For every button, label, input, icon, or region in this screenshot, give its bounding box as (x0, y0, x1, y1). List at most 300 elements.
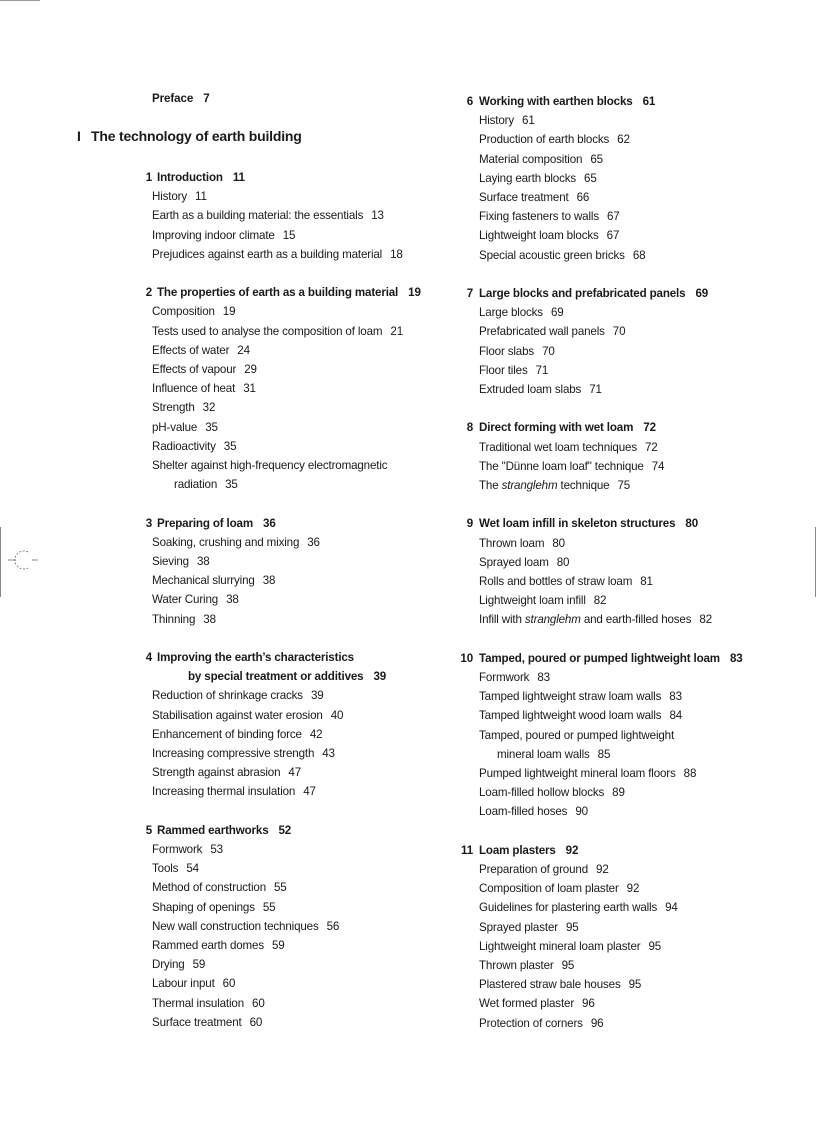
toc-entry[interactable] (460, 668, 760, 687)
chapter-title-text (473, 418, 656, 437)
toc-entry[interactable] (140, 744, 440, 763)
entry-text: New wall construction techniques (152, 919, 319, 933)
chapter-page: 80 (685, 517, 698, 531)
entry-text-italic: stranglehm (501, 478, 558, 492)
chapter-title-label: Wet loam infill in skeleton structures (479, 517, 676, 531)
chapter-title[interactable] (140, 283, 440, 302)
entry-text: Enhancement of binding force (152, 727, 302, 741)
toc-entry[interactable] (460, 726, 760, 745)
chapter-title-label: Tamped, poured or pumped lightweight loam (479, 651, 720, 665)
entry-page: 39 (310, 689, 324, 703)
entry-page: 47 (288, 766, 301, 780)
toc-entry[interactable] (140, 955, 440, 974)
entry-text: Rammed earth domes (152, 938, 264, 952)
entry-page: 18 (390, 247, 403, 261)
entry-page: 95 (628, 978, 642, 992)
chapter-title-text (152, 168, 245, 187)
toc-entry[interactable] (140, 379, 440, 398)
chapter-title-text (152, 283, 421, 302)
toc-entry[interactable] (460, 975, 760, 994)
entry-text: Sieving (152, 554, 189, 568)
toc-entry[interactable] (140, 187, 440, 206)
toc-entry[interactable] (140, 994, 440, 1013)
entry-page: 82 (593, 594, 607, 608)
chapter-block (140, 283, 440, 494)
chapter-page: 92 (565, 843, 579, 857)
chapter-title-label-2: by special treatment or additives (188, 670, 364, 684)
toc-entry[interactable] (460, 303, 760, 322)
toc-entry[interactable] (140, 360, 440, 379)
entry-text-italic: stranglehm (524, 613, 581, 627)
toc-right-column (460, 92, 760, 1052)
entry-page: 59 (192, 958, 206, 972)
chapter-title-label: The properties of earth as a building material (157, 286, 399, 300)
entry-text: Production of earth blocks (479, 133, 610, 147)
entry-page: 95 (565, 920, 579, 934)
toc-entry[interactable] (460, 188, 760, 207)
toc-entry-continued[interactable] (460, 745, 760, 764)
toc-entry[interactable] (460, 534, 760, 553)
entry-page: 68 (632, 248, 646, 262)
entry-page: 88 (683, 766, 697, 780)
chapter-title[interactable] (140, 514, 440, 533)
entry-page: 71 (589, 383, 602, 396)
entry-text: Loam-filled hoses (479, 805, 568, 819)
entry-page: 35 (223, 439, 237, 453)
toc-entry[interactable] (460, 591, 760, 610)
entry-page: 60 (222, 977, 236, 991)
chapter-page: 52 (278, 823, 292, 837)
toc-entry[interactable] (140, 859, 440, 878)
chapter-title[interactable] (460, 649, 760, 668)
entry-page: 70 (612, 325, 626, 339)
entry-text: Thrown loam (479, 536, 545, 550)
entry-page: 74 (651, 459, 665, 473)
entry-text: Tamped lightweight wood loam walls (479, 709, 662, 723)
entry-text: Traditional wet loam techniques (479, 440, 637, 454)
chapter-title-label: Loam plasters (479, 843, 556, 857)
entry-text: Rolls and bottles of straw loam (479, 574, 633, 588)
entry-text: technique (557, 478, 610, 492)
entry-page: 96 (590, 1016, 604, 1030)
chapter-title-label: Direct forming with wet loam (479, 421, 634, 435)
part-number: I (77, 128, 81, 144)
chapter-block (140, 648, 440, 802)
entry-text: and earth-filled hoses (580, 613, 692, 627)
toc-entry[interactable] (460, 937, 760, 956)
toc-entry[interactable] (460, 860, 760, 879)
toc-entry[interactable] (140, 686, 440, 705)
chapter-title-text (152, 648, 354, 667)
chapter-title[interactable] (460, 92, 760, 111)
entry-page: 92 (626, 882, 640, 896)
toc-entry[interactable] (460, 898, 760, 917)
entry-text: History (152, 190, 188, 204)
entry-page: 82 (699, 613, 712, 627)
entry-page: 36 (307, 535, 320, 549)
chapter-block (140, 168, 440, 264)
entry-text: Composition of loam plaster (479, 882, 619, 896)
entry-page: 38 (196, 554, 210, 568)
entry-page: 38 (262, 574, 276, 588)
chapter-title-text (473, 649, 743, 668)
entry-text: Tamped lightweight straw loam walls (479, 690, 662, 704)
entry-text: Soaking, crushing and mixing (152, 535, 300, 549)
toc-entry[interactable] (460, 150, 760, 169)
chapter-title-text (473, 284, 708, 303)
toc-entry[interactable] (460, 764, 760, 783)
entry-text: Formwork (152, 842, 203, 856)
toc-entry[interactable] (140, 302, 440, 321)
chapter-number: 6 (466, 95, 473, 108)
toc-entry[interactable] (460, 246, 760, 265)
entry-page: 67 (606, 210, 620, 224)
part-heading[interactable] (77, 128, 302, 144)
chapter-number: 10 (460, 651, 473, 665)
toc-entry[interactable] (140, 898, 440, 917)
chapter-title[interactable] (140, 168, 440, 187)
chapter-number: 9 (466, 517, 473, 531)
entry-page: 56 (326, 919, 340, 933)
entry-text: Extruded loam slabs (479, 383, 582, 396)
chapter-title[interactable] (140, 648, 440, 667)
entry-page: 90 (575, 805, 588, 819)
entry-text: Pumped lightweight mineral loam floors (479, 766, 676, 780)
entry-page: 65 (590, 152, 603, 166)
entry-text: Stabilisation against water erosion (152, 708, 323, 722)
entry-page: 75 (617, 478, 631, 492)
chapter-title-label: Working with earthen blocks (479, 95, 633, 108)
chapter-page: 72 (643, 421, 656, 435)
entry-page: 60 (249, 1015, 263, 1029)
toc-entry[interactable] (460, 342, 760, 361)
toc-entry[interactable] (140, 418, 440, 437)
toc-entry[interactable] (460, 438, 760, 457)
toc-entry[interactable] (460, 783, 760, 802)
entry-text: Method of construction (152, 881, 266, 895)
toc-entry[interactable] (460, 956, 760, 975)
toc-entry[interactable] (460, 380, 760, 399)
entry-text: Thermal insulation (152, 996, 245, 1010)
preface-label: Preface (152, 92, 194, 105)
chapter-title-text (152, 514, 276, 533)
chapter-block (460, 92, 760, 265)
part-title: The technology of earth building (91, 128, 302, 144)
toc-entry[interactable] (460, 226, 760, 245)
chapter-number: 1 (145, 171, 152, 184)
toc-entry[interactable] (140, 245, 440, 264)
chapter-page: 69 (695, 287, 709, 300)
entry-page: 72 (644, 440, 658, 454)
entry-text: Lightweight mineral loam plaster (479, 939, 641, 953)
entry-page: 13 (371, 209, 384, 223)
chapter-title-text (473, 514, 698, 533)
toc-entry[interactable] (140, 341, 440, 360)
preface-entry[interactable] (152, 92, 210, 105)
toc-entry[interactable] (460, 802, 760, 821)
toc-entry[interactable] (460, 361, 760, 380)
entry-page: 83 (669, 690, 682, 704)
toc-entry[interactable] (140, 437, 440, 456)
entry-page: 80 (556, 555, 570, 569)
toc-entry[interactable] (140, 917, 440, 936)
entry-page: 96 (582, 997, 595, 1011)
chapter-page: 39 (373, 670, 387, 684)
entry-page: 85 (597, 747, 611, 761)
entry-text: Mechanical slurrying (152, 574, 255, 588)
entry-text: Increasing thermal insulation (152, 785, 296, 799)
entry-page: 21 (390, 324, 404, 338)
chapter-page: 36 (263, 516, 276, 530)
entry-text: Large blocks (479, 306, 543, 320)
chapter-title[interactable] (460, 284, 760, 303)
toc-entry[interactable] (460, 457, 760, 476)
entry-page: 84 (669, 709, 683, 723)
toc-entry[interactable] (140, 763, 440, 782)
entry-page: 83 (537, 670, 550, 684)
entry-page: 80 (552, 536, 565, 550)
entry-page: 38 (203, 612, 216, 626)
toc-entry[interactable] (140, 571, 440, 590)
toc-entry[interactable] (460, 553, 760, 572)
toc-entry[interactable] (460, 130, 760, 149)
entry-text: Plastered straw bale houses (479, 978, 621, 992)
chapter-title-text (473, 92, 655, 111)
entry-text: Floor tiles (479, 363, 528, 377)
entry-text: Special acoustic green bricks (479, 248, 625, 262)
chapter-title[interactable] (140, 821, 440, 840)
toc-entry[interactable] (460, 1014, 760, 1033)
chapter-number: 11 (461, 843, 473, 857)
entry-text: Laying earth blocks (479, 171, 577, 185)
entry-text: Surface treatment (479, 191, 569, 204)
chapter-title-text (152, 821, 291, 840)
preface-page: 7 (203, 92, 210, 105)
entry-text: Composition (152, 305, 215, 319)
chapter-page: 19 (408, 286, 421, 300)
toc-entry[interactable] (140, 974, 440, 993)
toc-entry[interactable] (460, 207, 760, 226)
toc-entry[interactable] (460, 169, 760, 188)
entry-page: 42 (309, 727, 323, 741)
entry-page: 95 (561, 958, 575, 972)
entry-page: 54 (186, 862, 199, 876)
entry-text: Lightweight loam blocks (479, 229, 599, 243)
entry-text: History (479, 114, 515, 128)
chapter-title-label: Improving the earth’s characteristics (157, 650, 354, 664)
entry-page: 43 (322, 746, 335, 760)
entry-text: Tools (152, 862, 179, 876)
entry-page: 69 (550, 306, 564, 320)
entry-text: Loam-filled hollow blocks (479, 786, 605, 800)
chapter-block (140, 821, 440, 1032)
entry-text: Thinning (152, 612, 196, 626)
chapter-title-label: Introduction (157, 171, 223, 184)
registration-mark-icon (8, 548, 38, 572)
entry-text: Tests used to analyse the composition of loam (152, 324, 383, 338)
chapter-title-label: Rammed earthworks (157, 823, 269, 837)
entry-page: 47 (303, 785, 316, 799)
entry-page: 95 (648, 939, 662, 953)
entry-page: 71 (535, 363, 549, 377)
entry-text: Prefabricated wall panels (479, 325, 605, 339)
chapter-page: 11 (232, 171, 245, 184)
margin-rule-left (0, 527, 1, 597)
toc-entry[interactable] (140, 706, 440, 725)
entry-page: 65 (584, 171, 597, 185)
chapter-number: 8 (466, 421, 473, 435)
toc-entry[interactable] (140, 398, 440, 417)
toc-entry[interactable] (460, 918, 760, 937)
toc-entry[interactable] (140, 590, 440, 609)
entry-text: Strength against abrasion (152, 766, 281, 780)
chapter-title-text (473, 841, 578, 860)
chapter-number: 2 (145, 286, 152, 300)
chapter-title[interactable] (460, 514, 760, 533)
chapter-number: 5 (145, 823, 152, 837)
toc-entry[interactable] (140, 456, 440, 475)
toc-entry[interactable] (140, 226, 440, 245)
entry-text: Prejudices against earth as a building material (152, 247, 383, 261)
entry-text: Reduction of shrinkage cracks (152, 689, 303, 703)
entry-page: 66 (576, 191, 590, 204)
entry-text: Material composition (479, 152, 583, 166)
toc-entry[interactable] (460, 687, 760, 706)
toc-entry[interactable] (140, 936, 440, 955)
toc-entry[interactable] (460, 111, 760, 130)
chapter-number: 3 (145, 516, 152, 530)
chapter-block (460, 284, 760, 399)
toc-entry[interactable] (460, 706, 760, 725)
entry-page: 32 (202, 401, 216, 415)
entry-text: Drying (152, 958, 185, 972)
chapter-title-label: Large blocks and prefabricated panels (479, 287, 686, 300)
chapter-page: 83 (729, 651, 743, 665)
entry-page: 59 (272, 938, 285, 952)
entry-page: 70 (542, 344, 555, 358)
chapter-block (460, 514, 760, 629)
toc-entry[interactable] (460, 476, 760, 495)
chapter-block (460, 418, 760, 495)
entry-text: Floor slabs (479, 344, 535, 358)
entry-page: 89 (612, 786, 625, 800)
entry-page: 19 (222, 305, 236, 319)
entry-page: 61 (522, 114, 535, 128)
entry-text: Water Curing (152, 593, 219, 607)
entry-page: 55 (274, 881, 287, 895)
entry-page: 15 (282, 228, 296, 242)
entry-text: Sprayed plaster (479, 920, 558, 934)
chapter-title[interactable] (460, 418, 760, 437)
toc-left-column (140, 168, 440, 1051)
entry-text: Infill with (479, 613, 525, 627)
entry-text: Effects of vapour (152, 362, 237, 376)
entry-page: 62 (617, 133, 630, 147)
entry-page: 60 (252, 996, 265, 1010)
chapter-block (460, 649, 760, 822)
entry-text: The (479, 478, 502, 492)
toc-entry[interactable] (140, 533, 440, 552)
toc-entry[interactable] (460, 994, 760, 1013)
toc-entry[interactable] (460, 879, 760, 898)
chapter-page: 61 (642, 95, 656, 108)
entry-page: 92 (596, 862, 609, 876)
entry-text: Lightweight loam infill (479, 594, 586, 608)
chapter-block (460, 841, 760, 1033)
toc-entry[interactable] (140, 322, 440, 341)
entry-text: Strength (152, 401, 195, 415)
entry-page: 11 (195, 190, 207, 204)
entry-page: 29 (244, 362, 257, 376)
chapter-number: 4 (145, 650, 152, 664)
chapter-title-continued[interactable] (140, 667, 440, 686)
entry-text: Sprayed loam (479, 555, 549, 569)
entry-text: Fixing fasteners to walls (479, 210, 599, 224)
entry-page: 53 (210, 842, 223, 856)
entry-page: 24 (237, 343, 250, 357)
entry-page: 55 (262, 900, 276, 914)
entry-text: Wet formed plaster (479, 997, 575, 1011)
entry-text: The "Dünne loam loaf" technique (479, 459, 644, 473)
entry-text: Surface treatment (152, 1015, 242, 1029)
toc-entry[interactable] (140, 878, 440, 897)
entry-text: Radioactivity (152, 439, 216, 453)
entry-text: Formwork (479, 670, 530, 684)
chapter-title[interactable] (460, 841, 760, 860)
toc-entry[interactable] (140, 725, 440, 744)
chapter-block (140, 514, 440, 629)
entry-text-2: mineral loam walls (497, 747, 590, 761)
entry-text: Shelter against high-frequency electromagnetic (152, 459, 388, 472)
entry-text: Protection of corners (479, 1016, 583, 1030)
entry-text: Earth as a building material: the essentials (152, 209, 364, 223)
entry-text-2: radiation (174, 478, 218, 492)
chapter-number: 7 (466, 287, 473, 300)
toc-entry-continued[interactable] (140, 475, 440, 494)
toc-entry[interactable] (140, 552, 440, 571)
entry-text: Tamped, poured or pumped lightweight (479, 728, 675, 742)
entry-text: Influence of heat (152, 382, 236, 396)
chapter-title-label: Preparing of loam (157, 516, 254, 530)
entry-text: Preparation of ground (479, 862, 589, 876)
entry-text: Labour input (152, 977, 215, 991)
toc-entry[interactable] (140, 1013, 440, 1032)
toc-entry[interactable] (140, 840, 440, 859)
entry-text: Thrown plaster (479, 958, 554, 972)
entry-page: 31 (243, 382, 256, 396)
toc-entry[interactable] (140, 610, 440, 629)
entry-text: Improving indoor climate (152, 228, 275, 242)
entry-page: 35 (225, 478, 238, 492)
entry-text: Increasing compressive strength (152, 746, 315, 760)
entry-page: 67 (606, 229, 620, 243)
entry-page: 35 (205, 420, 218, 434)
toc-entry[interactable] (460, 610, 760, 629)
crop-mark-top (0, 0, 40, 2)
toc-entry[interactable] (460, 572, 760, 591)
toc-entry[interactable] (460, 322, 760, 341)
toc-entry[interactable] (140, 782, 440, 801)
entry-text: Effects of water (152, 343, 230, 357)
entry-page: 40 (330, 708, 344, 722)
entry-page: 94 (665, 901, 678, 915)
toc-entry[interactable] (140, 206, 440, 225)
entry-text: Shaping of openings (152, 900, 255, 914)
entry-text: pH-value (152, 420, 198, 434)
entry-page: 38 (226, 593, 239, 607)
entry-text: Guidelines for plastering earth walls (479, 901, 658, 915)
entry-page: 81 (640, 574, 653, 588)
